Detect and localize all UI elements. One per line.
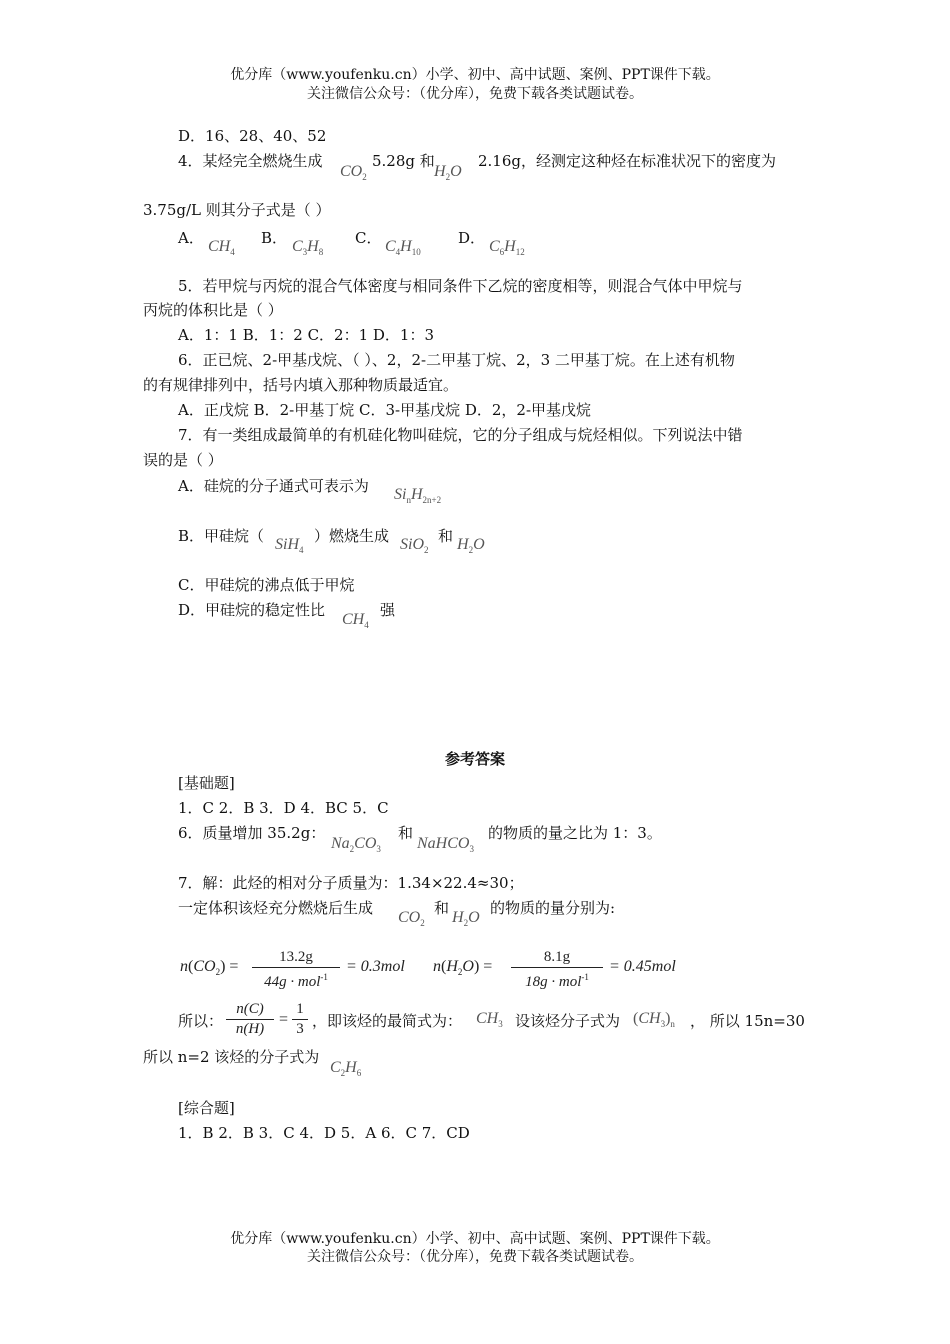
q6-line-2: 的有规律排列中，括号内填入那种物质最适宜。	[143, 376, 459, 394]
q4-option-b: B．	[261, 229, 288, 247]
formula-h2o-a7: $H_2O$	[452, 909, 480, 928]
answer-6-text-1: 6．质量增加 35.2g：	[178, 824, 326, 842]
q7-option-d-2: 强	[380, 601, 396, 619]
basic-label: [基础题]	[178, 774, 235, 792]
fraction-co2-denominator: 44g · mol$^{-1}$	[252, 967, 340, 992]
formula-ch3-n: $(CH_3)_n$	[633, 1010, 675, 1029]
formula-sinh2n2: $Si_nH_{2n+2}$	[394, 486, 442, 505]
formula-c6h12: $C_6H_{12}$	[489, 238, 525, 257]
formula-c3h8: $C_3H_8$	[292, 238, 324, 257]
answers-title: 参考答案	[444, 750, 505, 768]
formula-co2: $CO_2$	[340, 163, 367, 182]
fraction-h2o-denominator: 18g · mol$^{-1}$	[511, 967, 603, 992]
formula-ch4: $CH_4$	[208, 238, 235, 257]
q4-option-a: A．	[178, 229, 204, 247]
q7-option-b-2: ）燃烧生成	[314, 527, 390, 545]
q5-line-1: 5．若甲烷与丙烷的混合气体密度与相同条件下乙烷的密度相等，则混合气体中甲烷与	[178, 277, 743, 295]
ratio-numerator: n(C)	[236, 1001, 264, 1017]
answer-7-line-2c: 的物质的量分别为:	[490, 899, 616, 917]
formula-na2co3: $Na_2CO_3$	[331, 835, 381, 854]
formula-n-co2: $n(CO_2)$ =	[180, 958, 239, 977]
formula-c2h6: $C_2H_6$	[330, 1059, 362, 1078]
so-text-4: ， 所以 15n=30	[690, 1012, 805, 1030]
one-third-numerator: 1	[296, 1001, 304, 1017]
answer-7-line-2b: 和	[434, 899, 450, 917]
q4-option-c: C．	[355, 229, 382, 247]
fraction-ratio	[226, 1000, 274, 1039]
so-text-1: 所以：	[178, 1012, 224, 1030]
formula-ch3: $CH_3$	[476, 1010, 503, 1029]
comprehensive-answers: 1．B 2．B 3．C 4．D 5．A 6．C 7．CD	[178, 1124, 470, 1142]
q4-text-1: 4．某烃完全燃烧生成	[178, 152, 323, 170]
q5-options: A．1：1 B．1：2 C．2：1 D．1：3	[178, 326, 435, 344]
footer-line-2: 关注微信公众号：（优分库），免费下载各类试题试卷。	[307, 1249, 643, 1265]
result-h2o: = 0.45mol	[609, 958, 676, 975]
one-third-denominator: 3	[292, 1019, 308, 1039]
header-line-1: 优分库（www.youfenku.cn）小学、初中、高中试题、案例、PPT课件下载。	[230, 67, 720, 83]
answer-7-line-2a: 一定体积该烃充分燃烧后生成	[178, 899, 374, 917]
last-text: 所以 n=2 该烃的分子式为	[143, 1048, 320, 1066]
result-co2: = 0.3mol	[346, 958, 405, 975]
q4-text-2: 5.28g 和	[372, 152, 435, 170]
q7-line-2: 误的是（ ）	[143, 451, 223, 469]
q3-option-d: D．16、28、40、52	[178, 127, 327, 145]
formula-sio2: SiO$_2$	[400, 536, 429, 555]
q4-text-line2: 3.75g/L 则其分子式是（ ）	[143, 201, 331, 219]
formula-ch4-d: $CH_4$	[342, 611, 369, 630]
answer-6-text-3: 的物质的量之比为 1：3。	[488, 824, 662, 842]
q5-line-2: 丙烷的体积比是（ ）	[143, 301, 283, 319]
fraction-h2o-numerator: 8.1g	[543, 949, 571, 965]
formula-h2o: $H_2O$	[434, 163, 462, 182]
formula-co2-a7: $CO_2$	[398, 909, 425, 928]
formula-sih4: SiH$_4$	[275, 536, 304, 555]
q7-option-b-3: 和	[438, 527, 454, 545]
so-text-2: ，即该烃的最简式为：	[312, 1012, 463, 1030]
q7-option-d-1: D．甲硅烷的稳定性比	[178, 601, 326, 619]
so-text-3: 设该烃分子式为	[515, 1012, 621, 1030]
formula-nahco3: NaHCO$_3$	[417, 835, 474, 854]
q7-option-a: A．硅烷的分子通式可表示为	[178, 477, 369, 495]
q6-line-1: 6．正已烷、2-甲基戊烷、（ ）、2，2-二甲基丁烷、2，3 二甲基丁烷。在上述有机物	[178, 351, 735, 369]
fraction-co2-numerator: 13.2g	[279, 949, 313, 965]
fraction-h2o	[511, 948, 603, 992]
formula-n-h2o: $n(H_2O)$ =	[433, 958, 493, 977]
q6-options: A．正戊烷 B．2-甲基丁烷 C．3-甲基戊烷 D．2，2-甲基戊烷	[178, 401, 592, 419]
equals-sign: =	[279, 1011, 289, 1028]
q7-option-b-1: B．甲硅烷（	[178, 527, 265, 545]
fraction-co2	[252, 948, 340, 992]
header-line-2: 关注微信公众号：（优分库），免费下载各类试题试卷。	[307, 86, 643, 102]
formula-c4h10: $C_4H_{10}$	[385, 238, 421, 257]
answer-7-line-1: 7．解：此烃的相对分子质量为：1.34×22.4≈30；	[178, 874, 524, 892]
fraction-one-third	[292, 1000, 308, 1039]
ratio-denominator: n(H)	[226, 1019, 274, 1039]
footer-line-1: 优分库（www.youfenku.cn）小学、初中、高中试题、案例、PPT课件下载。	[230, 1231, 720, 1247]
q4-text-3: 2.16g，经测定这种烃在标准状况下的密度为	[478, 152, 777, 170]
formula-h2o-b: $H_2O$	[457, 536, 485, 555]
basic-answers: 1．C 2．B 3．D 4．BC 5．C	[178, 799, 389, 817]
q7-line-1: 7．有一类组成最简单的有机硅化物叫硅烷，它的分子组成与烷烃相似。下列说法中错	[178, 426, 743, 444]
q4-option-d: D．	[458, 229, 486, 247]
answer-6-text-2: 和	[398, 824, 414, 842]
q7-option-c: C．甲硅烷的沸点低于甲烷	[178, 576, 355, 594]
comprehensive-label: [综合题]	[178, 1099, 235, 1117]
